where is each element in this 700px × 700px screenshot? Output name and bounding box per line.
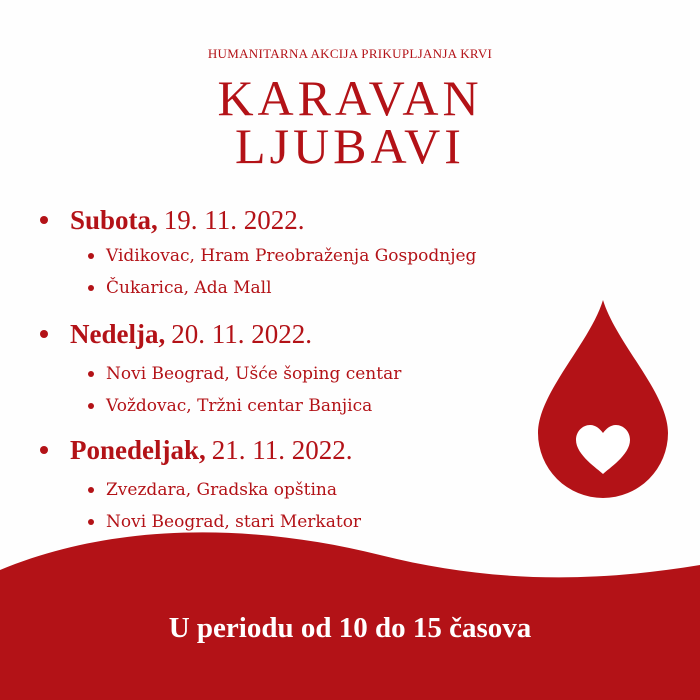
day-date: 21. 11. 2022. [211,434,353,465]
location-list [40,240,560,304]
title-line-2: LJUBAVI [235,118,465,174]
location-list [40,358,560,422]
location-label: Čukarica, Ada Mall [106,278,272,298]
list-item [88,358,560,390]
location-label: Novi Beograd, Ušće šoping centar [106,364,402,384]
list-item [88,240,560,272]
location-label: Vidikovac, Hram Preobraženja Gospodnjeg [106,246,477,266]
footer-text: U periodu od 10 do 15 časova [168,612,532,644]
day-item [40,430,560,538]
day-heading [40,430,560,470]
day-heading [40,314,560,354]
location-label: Voždovac, Tržni centar Banjica [106,396,373,416]
bullet-icon [88,253,94,259]
day-item [40,200,560,304]
blood-drop-icon [538,298,668,498]
day-name: Subota, [70,204,158,235]
day-name: Ponedeljak, [70,434,206,465]
bullet-icon [40,446,48,454]
list-item [88,474,560,506]
bullet-icon [88,519,94,525]
title-line-1: KARAVAN [217,70,483,126]
bullet-icon [88,487,94,493]
bullet-icon [88,403,94,409]
list-item [88,390,560,422]
day-date: 19. 11. 2022. [163,204,305,235]
bullet-icon [40,330,48,338]
location-list [40,474,560,538]
location-label: Novi Beograd, stari Merkator [106,512,362,532]
day-name: Nedelja, [70,318,166,349]
bullet-icon [88,371,94,377]
day-heading [40,200,560,240]
page-title [0,70,700,174]
schedule-list [40,200,560,538]
bullet-icon [88,285,94,291]
subtitle: HUMANITARNA AKCIJA PRIKUPLJANJA KRVI [207,46,493,61]
day-date: 20. 11. 2022. [171,318,312,349]
list-item [88,272,560,304]
day-item [40,314,560,422]
bullet-icon [40,216,48,224]
location-label: Zvezdara, Gradska opština [106,480,338,500]
